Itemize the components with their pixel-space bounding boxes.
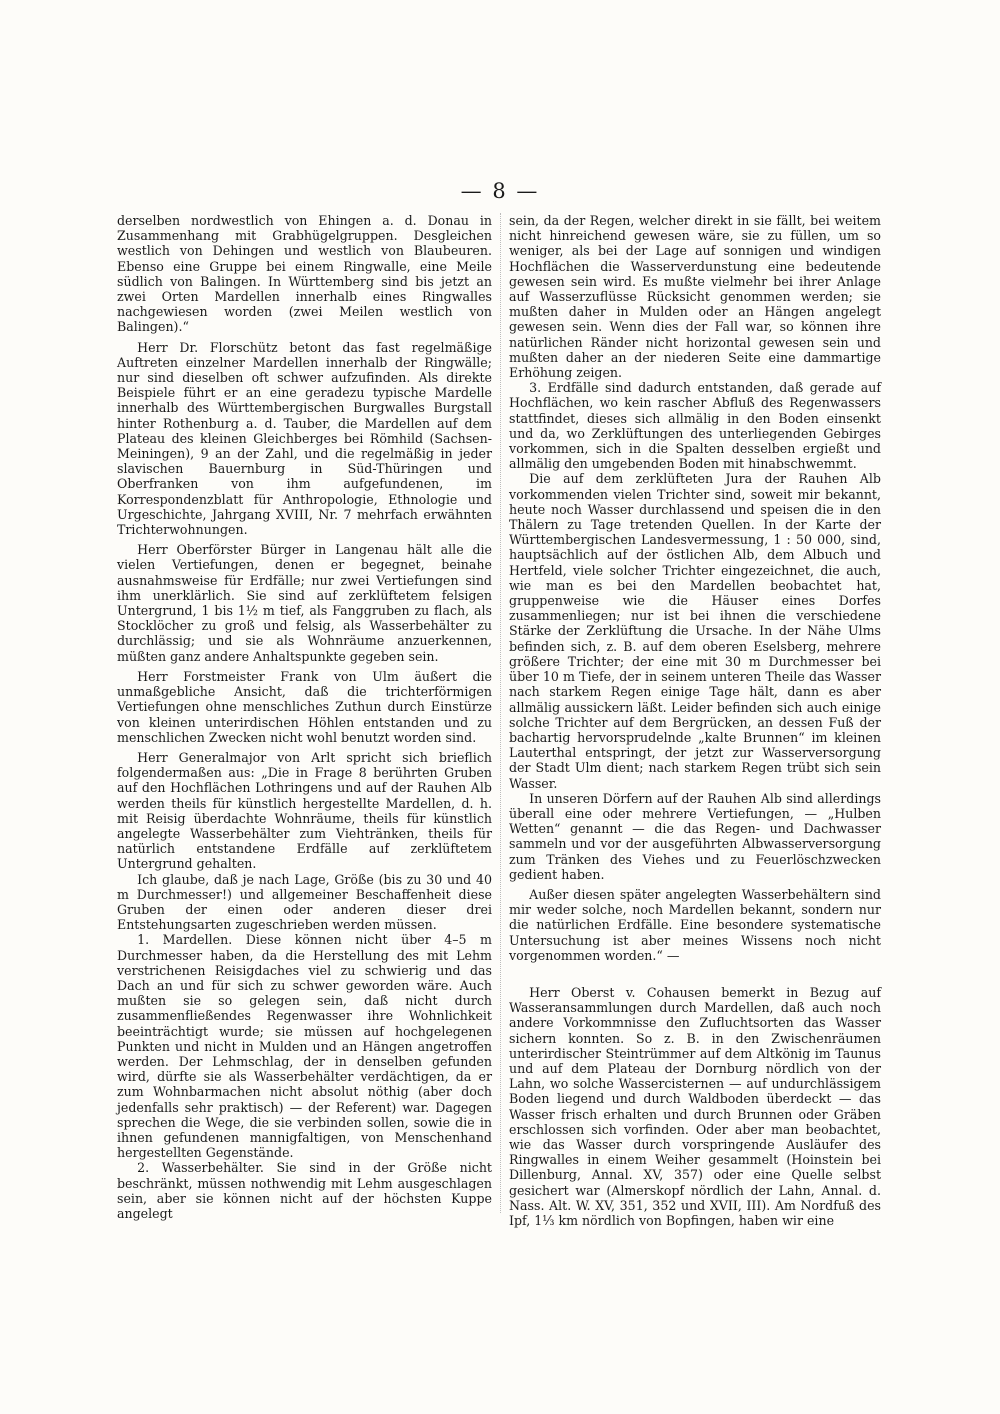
paragraph: 2. Wasserbehälter. Sie sind in der Größe nicht beschränkt, müssen nothwendig mit Lehm ausgeschlagen sein, aber sie können nicht auf der höchsten Kuppe angelegt	[117, 1160, 492, 1221]
paragraph: derselben nordwestlich von Ehingen a. d. Donau in Zusammenhang mit Grabhügelgruppen. Desgleichen westlich von Dehingen und westlich von Blaubeuren. Ebenso eine Gruppe bei einem Ringwalle, eine Meile südlich von Balingen. In Württemberg sind bis jetzt an zwei Orten Mardellen innerhalb eines Ringwalles nachgewiesen worden (zwei Meilen westlich von Balingen).“	[117, 213, 492, 335]
page-number: — 8 —	[460, 179, 540, 203]
paragraph: Außer diesen später angelegten Wasserbehältern sind mir weder solche, noch Mardellen bekannt, sondern nur die natürlichen Erdfälle. Eine besondere systematische Untersuchung ist aber meines Wissens noch nicht vorgenommen worden.“ —	[509, 886, 881, 963]
paragraph: Die auf dem zerklüfteten Jura der Rauhen Alb vorkommenden vielen Trichter sind, soweit mir bekannt, heute noch Wasser durchlassend und speisen die in den Thälern zu Tage tretenden Quellen. In der Karte der Württembergischen Landesvermessung, 1 : 50 000, sind, hauptsächlich auf der östlichen Alb, dem Albuch und Hertfeld, viele solcher Trichter eingezeichnet, die auch, wie man es bei den Mardellen beobachtet hat, gruppenweise wie die Häuser eines Dorfes zusammenliegen; nur ist bei ihnen die verschiedene Stärke der Zerklüftung die Ursache. In der Nähe Ulms befinden sich, z. B. auf dem oberen Eselsberg, mehrere größere Trichter; der eine mit 30 m Durchmesser bei über 10 m Tiefe, der in seinem unteren Theile das Wasser nach starkem Regen einige Tage hält, dann es aber allmälig aussickern läßt. Leider befinden sich auch einige solche Trichter auf dem Bergrücken, an dessen Fuß der bachartig hervorsprudelnde „kalte Brunnen“ im kleinen Lauterthal entspringt, der jetzt zur Wasserversorgung der Stadt Ulm dient; nach starkem Regen trübt sich sein Wasser.	[509, 471, 881, 791]
left-column	[117, 213, 492, 1221]
right-column	[509, 213, 881, 1228]
paragraph: Herr Generalmajor von Arlt spricht sich brieflich folgendermaßen aus: „Die in Frage 8 berührten Gruben auf den Hochflächen Lothringens und auf der Rauhen Alb werden theils für künstlich hergestellte Mardellen, d. h. mit Reisig überdachte Wohnräume, theils für künstlich angelegte Wasserbehälter zum Viehtränken, theils für natürlich entstandene Erdfälle auf zerklüftetem Untergrund gehalten.	[117, 749, 492, 872]
paragraph: 1. Mardellen. Diese können nicht über 4–5 m Durchmesser haben, da die Herstellung des mit Lehm verstrichenen Reisigdaches viel zu schwierig und das Dach an und für sich zu schwer geworden wäre. Auch mußten sie so gelegen sein, daß nicht durch zusammenfließendes Regenwasser ihre Wohnlichkeit beeinträchtigt wurde; sie müssen auf hochgelegenen Punkten und nicht in Mulden und an Hängen angetroffen werden. Der Lehmschlag, der in denselben gefunden wird, dürfte sie als Wasserbehälter verdächtigen, da er zum Wohnbarmachen nicht absolut nöthig (aber doch jedenfalls sehr praktisch) — der Referent) war. Dagegen sprechen die Wege, die sie verbinden sollen, sowie die in ihnen gefundenen mannigfaltigen, von Menschenhand hergestellten Gegenstände.	[117, 932, 492, 1161]
paragraph: Ich glaube, daß je nach Lage, Größe (bis zu 30 und 40 m Durchmesser!) und allgemeiner Beschaffenheit diese Gruben der einen oder anderen dieser drei Entstehungsarten zugeschrieben werden müssen.	[117, 871, 492, 933]
paragraph: In unseren Dörfern auf der Rauhen Alb sind allerdings überall eine oder mehrere Vertiefungen, — „Hulben Wetten“ genannt — die das Regen- und Dachwasser sammeln und vor der ausgeführten Albwasserversorgung zum Tränken des Viehes und zu Feuerlöschzwecken gedient haben.	[509, 790, 881, 882]
column-divider	[500, 213, 501, 1213]
paragraph: Herr Oberförster Bürger in Langenau hält alle die vielen Vertiefungen, denen er begegnet, beinahe ausnahmsweise für Erdfälle; nur zwei Vertiefungen sind ihm unerklärlich. Sie sind auf zerklüftetem felsigen Untergrund, 1 bis 1½ m tief, als Fanggruben zu flach, als Stocklöcher zu groß und felsig, als Wasserbehälter zu durchlässig; und sie als Wohnräume anzuerkennen, müßten ganz andere Anhaltspunkte gegeben sein.	[117, 542, 492, 664]
paragraph: Herr Forstmeister Frank von Ulm äußert die unmaßgebliche Ansicht, daß die trichterförmigen Vertiefungen ohne menschliches Zuthun durch Einstürze von kleinen unterirdischen Höhlen entstanden und zu menschlichen Zwecken nicht wohl benutzt worden sind.	[117, 668, 492, 745]
paragraph: Herr Oberst v. Cohausen bemerkt in Bezug auf Wasseransammlungen durch Mardellen, daß auch noch andere Vorkommnisse den Zufluchtsorten das Wasser sichern konnten. So z. B. in den Zwischenräumen unterirdischer Steintrümmer auf dem Altkönig im Taunus und auf dem Plateau der Dornburg nördlich von der Lahn, wo solche Wassercisternen — auf undurchlässigem Boden liegend und durch Waldboden überdeckt — das Wasser frisch erhalten und durch Brunnen oder Gräben erschlossen sich vorfinden. Oder aber man beobachtet, wie das Wasser durch vorspringende Ausläufer des Ringwalles in einem Weiher gesammelt (Hoinstein bei Dillenburg, Annal. XV, 357) oder eine Quelle selbst gesichert war (Almerskopf nördlich der Lahn, Annal. d. Nass. Alt. W. XV, 351, 352 und XVII, III). Am Nordfuß des Ipf, 1⅓ km nördlich von Bopfingen, haben wir eine	[509, 984, 881, 1228]
paragraph: Herr Dr. Florschütz betont das fast regelmäßige Auftreten einzelner Mardellen innerhalb der Ringwälle; nur sind dieselben oft schwer aufzufinden. Als direkte Beispiele führt er an eine geradezu typische Mardelle innerhalb des Württembergischen Burgwalles Burgstall hinter Rothenburg a. d. Tauber, die Mardellen auf dem Plateau des kleinen Gleichberges bei Römhild (Sachsen-Meiningen), 9 an der Zahl, und die regelmäßig in jeder slavischen Bauernburg in Süd-Thüringen und Oberfranken von ihm aufgefundenen, im Korrespondenzblatt für Anthropologie, Ethnologie und Urgeschichte, Jahrgang XVIII, Nr. 7 mehrfach erwähnten Trichterwohnungen.	[117, 339, 492, 538]
paragraph: sein, da der Regen, welcher direkt in sie fällt, bei weitem nicht hinreichend gewesen wäre, sie zu füllen, um so weniger, als bei der Lage auf sonnigen und windigen Hochflächen die Wasserverdunstung eine bedeutende gewesen sein wird. Es mußte vielmehr bei ihrer Anlage auf Wasserzuflüsse Rücksicht genommen werden; sie mußten daher in Mulden oder an Hängen angelegt gewesen sein. Wenn dies der Fall war, so können ihre natürlichen Ränder nicht horizontal gewesen sein und mußten daher an der niederen Seite eine dammartige Erhöhung zeigen.	[509, 213, 881, 381]
paragraph: 3. Erdfälle sind dadurch entstanden, daß gerade auf Hochflächen, wo kein rascher Abfluß des Regenwassers stattfindet, dieses sich allmälig in den Boden einsenkt und da, wo Zerklüftungen des unterliegenden Gebirges vorkommen, sich in die Spalten desselben ergießt und allmälig den umgebenden Boden mit hinabschwemmt.	[509, 380, 881, 472]
